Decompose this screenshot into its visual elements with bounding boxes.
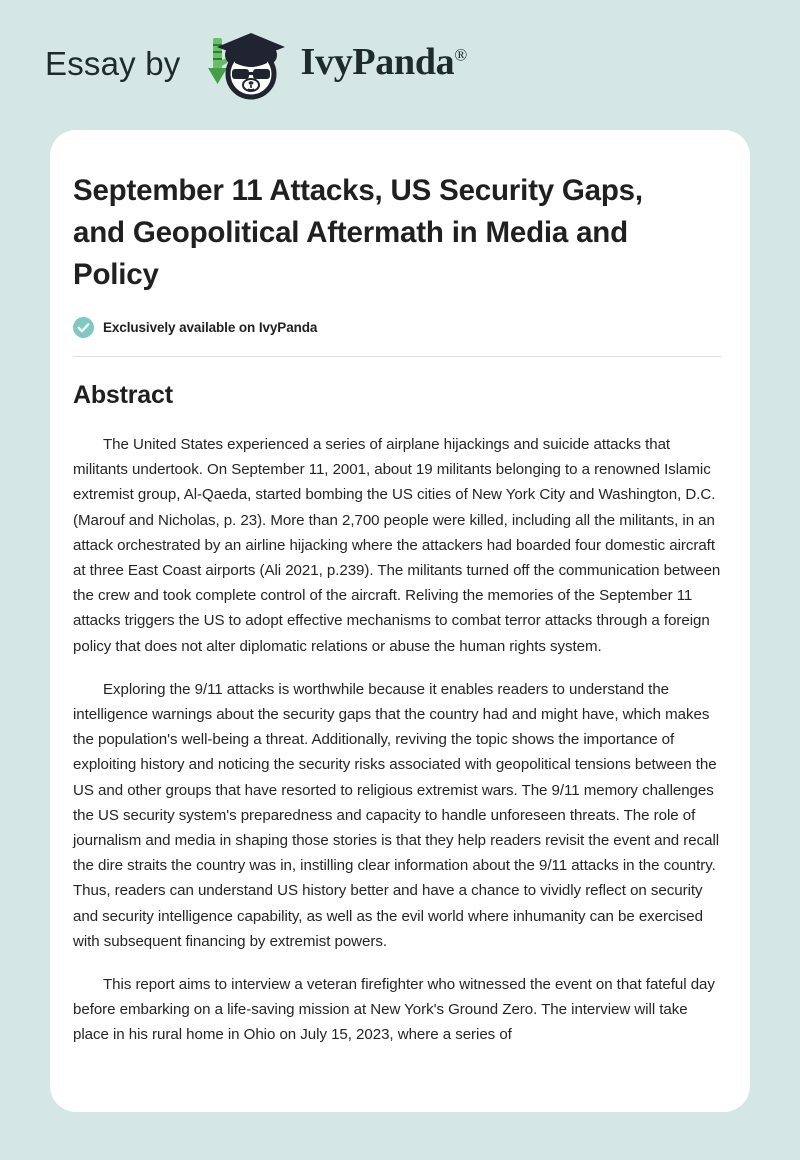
registered-mark: ®	[454, 45, 467, 65]
exclusive-availability-label: Exclusively available on IvyPanda	[103, 320, 318, 335]
paragraph: This report aims to interview a veteran firefighter who witnessed the event on that fateful day before embarking on a life-saving mission at New York's Ground Zero. The interview will take place in his rural home in Ohio on July 15, 2023, where a series of	[73, 976, 715, 1044]
page-title: September 11 Attacks, US Security Gaps, and Geopolitical Aftermath in Media and Policy	[73, 174, 643, 291]
panda-graduate-icon	[199, 27, 295, 103]
ivypanda-wordmark	[301, 43, 468, 81]
essay-by-label: Essay by	[45, 44, 181, 82]
section-heading-abstract: Abstract	[73, 381, 173, 409]
paragraph: The United States experienced a series of airplane hijackings and suicide attacks that militants undertook. On September 11, 2001, about 19 militants belonging to a renowned Islamic extremist group, Al-Qaeda, started bombing the US cities of New York City and Washington, D.C. (Marouf and Nicholas, p. 23). More than 2,700 people were killed, including all the militants, in an attack orchestrated by an airline hijacking where the attackers had boarded four domestic aircraft at three East Coast airports (Ali 2021, p.239). The militants turned off the communication between the crew and took complete control of the aircraft. Reliving the memories of the September 11 attacks triggers the US to adopt effective mechanisms to combat terror attacks through a foreign policy that does not alter diplomatic relations or abuse the human rights system.	[73, 436, 721, 655]
status-badge	[73, 317, 727, 338]
wordmark-text: IvyPanda	[300, 41, 455, 83]
abstract-body	[73, 410, 727, 1048]
paragraph: Exploring the 9/11 attacks is worthwhile because it enables readers to understand the intelligence warnings about the security gaps that the country had and might have, which makes the population's well-being a threat. Additionally, reviving the topic shows the importance of exploiting history and noticing the security risks associated with geopolitical tensions between the US and other groups that have resorted to religious extremist wars. The 9/11 memory challenges the US security system's preparedness and capacity to handle unforeseen threats. The role of journalism and media in shaping those stories is that they help readers revisit the event and recall the dire straits the country was in, instilling clear information about the 9/11 attacks in the country. Thus, readers can understand US history better and have a chance to vividly reflect on security and security intelligence capability, as well as the evil world where inhumanity can be exercised with subsequent financing by extremist powers.	[73, 680, 720, 950]
brand-header	[0, 0, 800, 130]
check-circle-icon	[73, 317, 94, 338]
document-card	[50, 130, 750, 1112]
